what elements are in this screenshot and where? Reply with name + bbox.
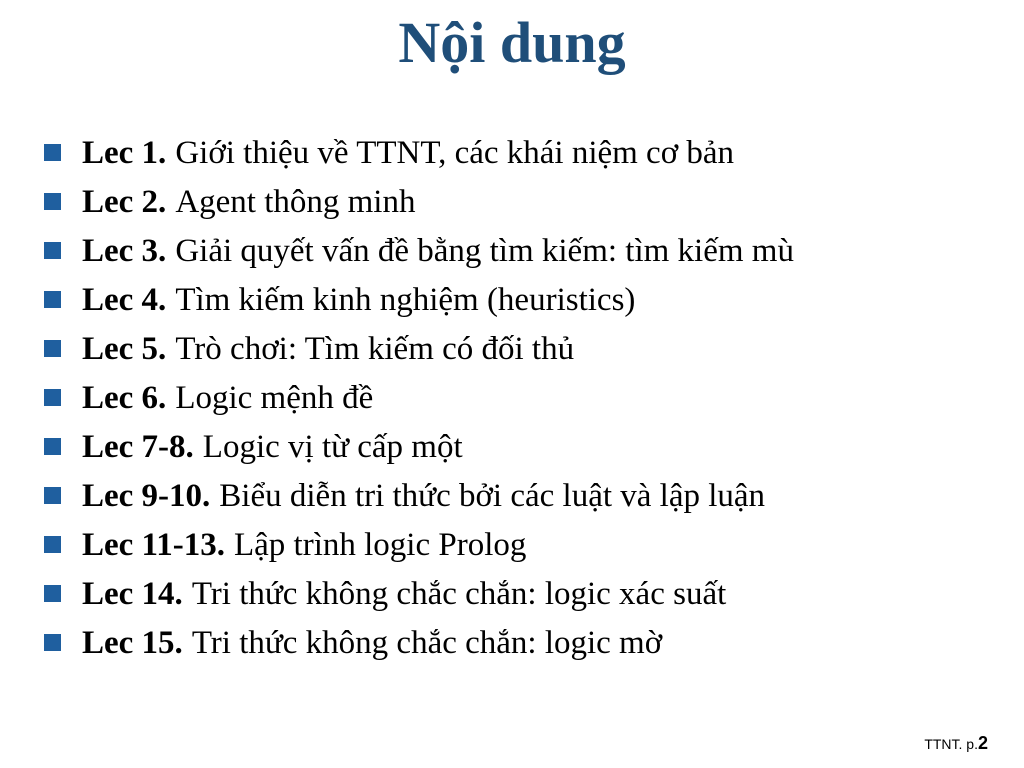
square-bullet-icon [44, 389, 61, 406]
square-bullet-icon [44, 340, 61, 357]
lecture-label: Lec 7-8. [82, 428, 194, 465]
square-bullet-icon [44, 487, 61, 504]
square-bullet-icon [44, 291, 61, 308]
lecture-label: Lec 2. [82, 183, 167, 220]
lecture-title: Tri thức không chắc chắn: logic xác suất [191, 575, 727, 612]
square-bullet-icon [44, 242, 61, 259]
lecture-label: Lec 1. [82, 134, 167, 171]
list-item [44, 520, 1004, 569]
lecture-title: Giới thiệu về TTNT, các khái niệm cơ bản [175, 134, 735, 171]
lecture-label: Lec 15. [82, 624, 183, 661]
lecture-label: Lec 3. [82, 232, 167, 269]
list-item [44, 177, 1004, 226]
lecture-title: Tìm kiếm kinh nghiệm (heuristics) [175, 281, 636, 318]
square-bullet-icon [44, 585, 61, 602]
list-item [44, 275, 1004, 324]
lecture-title: Agent thông minh [175, 183, 416, 220]
square-bullet-icon [44, 193, 61, 210]
slide-footer [924, 733, 988, 754]
lecture-title: Trò chơi: Tìm kiếm có đối thủ [175, 330, 575, 367]
lecture-title: Tri thức không chắc chắn: logic mờ [191, 624, 663, 661]
list-item [44, 324, 1004, 373]
lecture-title: Giải quyết vấn đề bằng tìm kiếm: tìm kiếm mù [175, 232, 794, 269]
list-item [44, 226, 1004, 275]
lecture-label: Lec 6. [82, 379, 167, 416]
list-item [44, 569, 1004, 618]
lecture-list [44, 128, 1004, 667]
lecture-label: Lec 4. [82, 281, 167, 318]
footer-prefix: TTNT. p. [924, 736, 978, 752]
square-bullet-icon [44, 536, 61, 553]
list-item [44, 128, 1004, 177]
lecture-title: Logic mệnh đề [175, 379, 374, 416]
lecture-title: Lập trình logic Prolog [233, 526, 527, 563]
slide-title: Nội dung [398, 10, 626, 75]
list-item [44, 618, 1004, 667]
list-item [44, 373, 1004, 422]
square-bullet-icon [44, 634, 61, 651]
lecture-label: Lec 14. [82, 575, 183, 612]
page-number: 2 [977, 733, 988, 753]
square-bullet-icon [44, 144, 61, 161]
list-item [44, 471, 1004, 520]
lecture-label: Lec 9-10. [82, 477, 211, 514]
lecture-title: Biểu diễn tri thức bởi các luật và lập luận [219, 477, 766, 514]
lecture-label: Lec 5. [82, 330, 167, 367]
square-bullet-icon [44, 438, 61, 455]
lecture-title: Logic vị từ cấp một [202, 428, 463, 465]
lecture-label: Lec 11-13. [82, 526, 225, 563]
list-item [44, 422, 1004, 471]
